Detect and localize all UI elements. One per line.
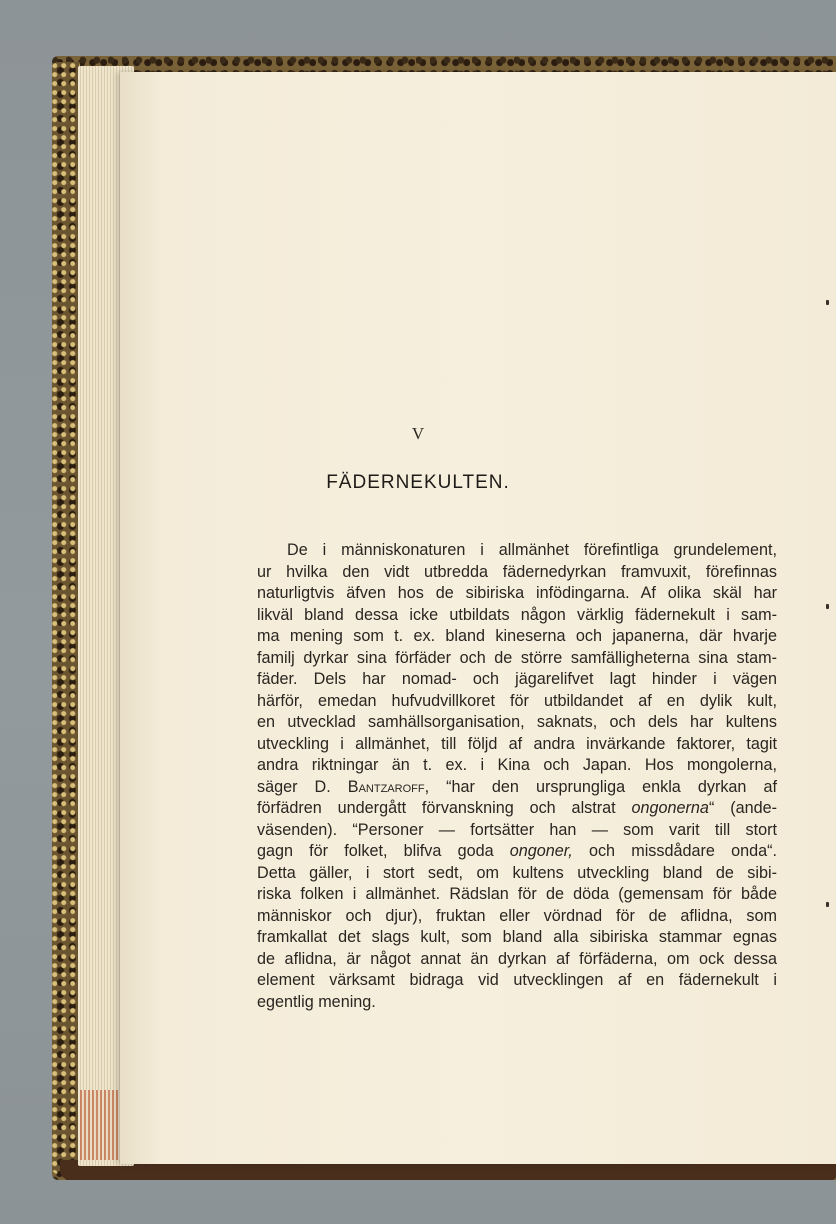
text-segment: säger D. [257,777,348,796]
book-spine [52,62,80,1174]
text-line: riska folken i allmänhet. Rädslan för de döda (gemensam för både [257,885,777,903]
text-line: element värksamt bidraga vid utvecklingen af en fädernekult i [257,971,777,989]
text-line [257,798,777,820]
text-line: likväl bland dessa icke utbildats någon värklig fädernekult i sam- [257,605,777,624]
text-line: Detta gäller, i stort sedt, om kultens utveckling bland de sibi- [257,863,777,882]
text-line: egentlig mening. [257,992,376,1011]
text-line: härför, emedan hufvudvillkoret för utbildandet af en dylik kult, [257,691,777,710]
text-segment: förfädren undergått förvanskning och alstrat [257,799,632,817]
italic-term: ongoner, [509,842,573,860]
edge-mark [826,604,829,609]
text-line: framkallat det slags kult, som bland alla sibiriska stammar egnas [257,928,777,946]
text-segment: “ (ande- [708,799,777,817]
text-line: utveckling i allmänhet, till följd af andra invärkande faktorer, tagit [257,734,777,753]
chapter-title: FÄDERNEKULTEN. [326,472,510,493]
text-line [257,777,777,799]
text-line: naturligtvis äfven hos de sibiriska infödingarna. Af olika skäl har [257,584,777,602]
page-edge-stain [80,1090,120,1160]
italic-term: ongonerna [631,799,709,817]
chapter-number: V [411,424,425,443]
text-line: fäder. Dels har nomad- och jägarelifvet lagt hinder i vägen [257,670,777,688]
text-line: en utvecklad samhällsorganisation, saknats, och dels har kultens [257,713,777,731]
text-line: väsenden). “Personer — fortsätter han — som varit till stort [257,820,777,839]
text-line [257,841,777,863]
text-segment: och missdådare onda“. [572,842,777,860]
text-line: de aflidna, är något annat än dyrkan af förfäderna, om ock dessa [257,949,777,968]
text-line: ma mening som t. ex. bland kineserna och japanerna, där hvarje [257,627,777,645]
text-segment: gagn för folket, blifva goda [257,842,510,860]
text-segment: , “har den ursprungliga enkla dyrkan af [424,777,777,796]
author-name: Bantzaroff [347,777,425,796]
chapter-paragraph [257,540,777,1013]
text-line: ur hvilka den vidt utbredda fädernedyrkan framvuxit, förefinnas [257,562,777,581]
text-line: andra riktningar än t. ex. i Kina och Japan. Hos mongolerna, [257,756,777,774]
text-line: De i människonaturen i allmänhet förefintliga grundelement, [287,541,777,559]
edge-mark [826,902,829,907]
text-line: familj dyrkar sina förfäder och de större samfälligheterna sina stam- [257,648,777,667]
edge-mark [826,300,829,305]
text-line: människor och djur), fruktan eller vördnad för de aflidna, som [257,906,777,925]
